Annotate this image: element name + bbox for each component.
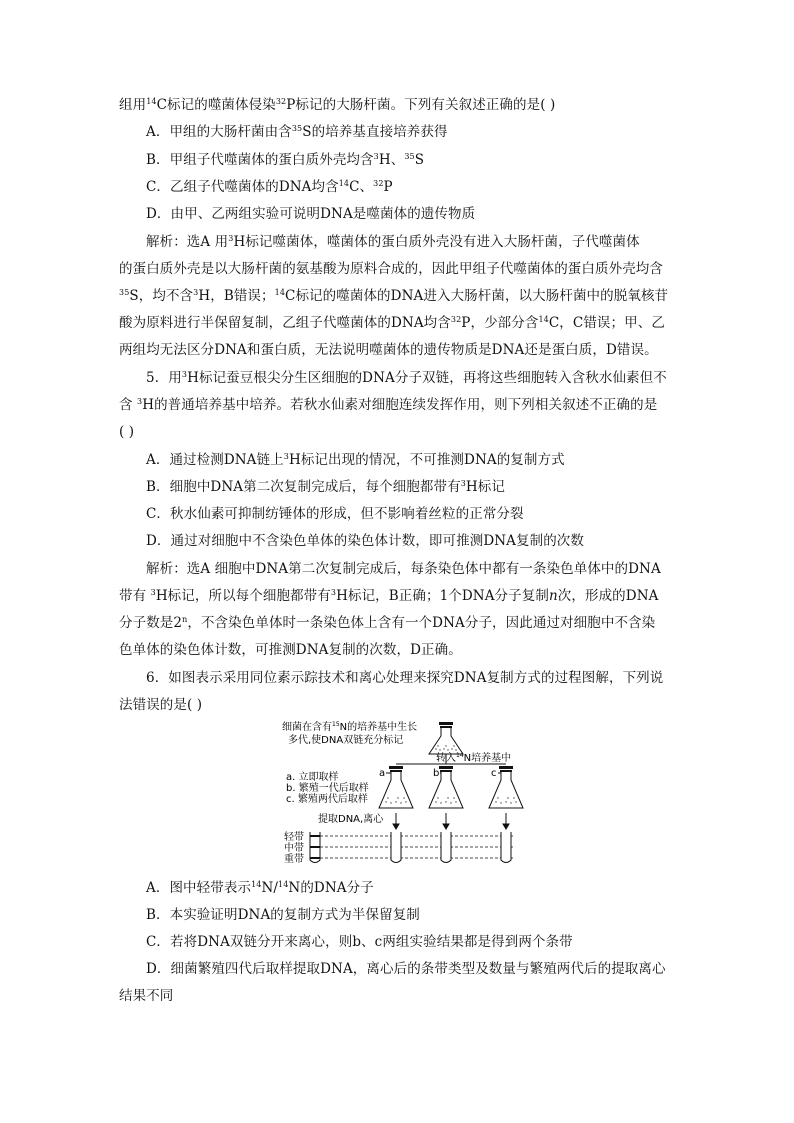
q5-analysis-line-1: 解析：选A 细胞中DNA第二次复制完成后，每条染色体中都有一条染色单体中的DNA xyxy=(146,561,661,577)
flask-b xyxy=(429,766,463,808)
q4-analysis-line-5: 两组均无法区分DNA和蛋白质，无法说明噬菌体的遗传物质是DNA还是蛋白质，D错误。 xyxy=(119,342,658,358)
band-light-label: 轻带 xyxy=(284,832,304,843)
q4-analysis-line-3: $^{35}$S，均不含$^3$H，B错误；$^{14}$C标记的噬菌体的DNA进入大肠杆菌，以大肠杆菌中的脱氧核苷 xyxy=(119,288,669,304)
reference-tube xyxy=(310,832,320,863)
q5-analysis-line-4: 色单体的染色体计数，可推测DNA复制的次数，D正确。 xyxy=(119,642,462,658)
dna-replication-diagram xyxy=(278,716,538,866)
q5-option-d: D．通过对细胞中不含染色单体的染色体计数，即可推测DNA复制的次数 xyxy=(146,533,585,549)
q4-option-b: B．甲组子代噬菌体的蛋白质外壳均含$^3$H、$^{35}$S xyxy=(146,152,425,168)
q6-stem-line-1: 6．如图表示采用同位素示踪技术和离心处理来探究DNA复制方式的过程图解，下列说 xyxy=(146,670,664,686)
figure-caption-line-2: 多代,使DNA双链充分标记 xyxy=(288,735,404,746)
q6-option-b: B．本实验证明DNA的复制方式为半保留复制 xyxy=(146,907,420,923)
svg-text:a: a xyxy=(379,768,386,779)
q5-option-c: C．秋水仙素可抑制纺锤体的形成，但不影响着丝粒的正常分裂 xyxy=(146,506,524,522)
step-c-label: c. 繁殖两代后取样 xyxy=(286,794,368,805)
band-mid-label: 中带 xyxy=(284,843,304,854)
q4-analysis-line-1: 解析：选A 用$^3$H标记噬菌体，噬菌体的蛋白质外壳没有进入大肠杆菌，子代噬菌体 xyxy=(146,234,640,250)
flask-a xyxy=(379,766,413,808)
q4-analysis-line-2: 的蛋白质外壳是以大肠杆菌的氨基酸为原料合成的，因此甲组子代噬菌体的蛋白质外壳均含 xyxy=(119,261,663,277)
tube-b xyxy=(441,832,451,863)
q5-analysis-line-3: 分子数是2$^n$，不含染色单体时一条染色体上含有一个DNA分子，因此通过对细胞中不含染 xyxy=(119,615,656,631)
q5-option-a: A．通过检测DNA链上$^3$H标记出现的情况，不可推测DNA的复制方式 xyxy=(146,452,565,468)
source-flask xyxy=(429,722,463,754)
q5-stem-line-3: ( ) xyxy=(119,424,135,440)
q4-analysis-line-4: 酸为原料进行半保留复制，乙组子代噬菌体的DNA均含$^{32}$P，少部分含$^{14}$C，C错误；甲、乙 xyxy=(119,315,665,331)
step-b-label: b. 繁殖一代后取样 xyxy=(286,783,369,794)
svg-text:b: b xyxy=(433,768,440,779)
band-heavy-label: 重带 xyxy=(284,854,304,865)
svg-text:c: c xyxy=(491,768,497,779)
q6-option-d-line-2: 结果不同 xyxy=(119,988,174,1004)
q6-option-a: A．图中轻带表示$^{14}$N/$^{14}$N的DNA分子 xyxy=(146,880,374,896)
question-intro: 组用$^{14}$C标记的噬菌体侵染$^{32}$P标记的大肠杆菌。下列有关叙述正确的是( ) xyxy=(119,97,556,113)
band-guide-lines xyxy=(320,836,514,858)
transfer-label: 转入$^{14}$N培养基中 xyxy=(436,752,512,764)
q5-analysis-line-2: 带有 $^3$H标记，所以每个细胞都带有$^3$H标记，B正确；1个DNA分子复制n次，形成的DNA xyxy=(119,588,659,604)
q4-option-c: C．乙组子代噬菌体的DNA均含$^{14}$C、$^{32}$P xyxy=(146,179,393,195)
tube-a xyxy=(391,832,401,863)
down-arrows xyxy=(393,813,509,829)
q4-option-d: D．由甲、乙两组实验可说明DNA是噬菌体的遗传物质 xyxy=(146,206,476,222)
q6-stem-line-2: 法错误的是( ) xyxy=(119,697,203,713)
tube-c xyxy=(501,832,511,863)
q6-option-d-line-1: D．细菌繁殖四代后取样提取DNA，离心后的条带类型及数量与繁殖两代后的提取离心 xyxy=(146,961,666,977)
figure-caption-line-1: 细菌在含有$^{15}$N的培养基中生长 xyxy=(282,721,418,733)
q5-option-b: B．细胞中DNA第二次复制完成后，每个细胞都带有$^3$H标记 xyxy=(146,479,505,495)
extract-label: 提取DNA,离心 xyxy=(318,814,384,825)
q6-option-c: C．若将DNA双链分开来离心，则b、c两组实验结果都是得到两个条带 xyxy=(146,934,573,950)
q4-option-a: A．甲组的大肠杆菌由含$^{35}$S的培养基直接培养获得 xyxy=(146,124,448,140)
flask-c xyxy=(489,766,523,808)
q5-stem-line-2: 含 $^3$H的普通培养基中培养。若秋水仙素对细胞连续发挥作用，则下列相关叙述不正确的是 xyxy=(119,397,658,413)
q5-stem-line-1: 5．用$^3$H标记蚕豆根尖分生区细胞的DNA分子双链，再将这些细胞转入含秋水仙素但不 xyxy=(146,370,667,386)
step-a-label: a. 立即取样 xyxy=(286,772,339,783)
